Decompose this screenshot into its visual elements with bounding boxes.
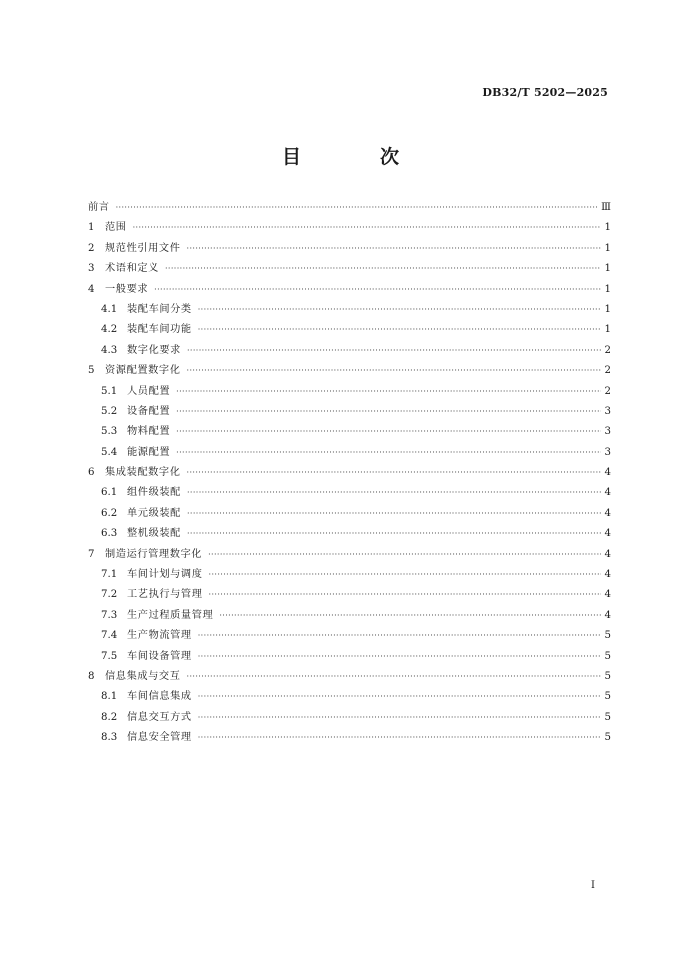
toc-leader-dots [219, 606, 601, 626]
toc-leader-dots [176, 382, 601, 402]
toc-entry-number: 4.3 [101, 344, 118, 356]
toc-leader-dots [187, 504, 601, 524]
toc-entry[interactable] [88, 198, 611, 218]
toc-entry-page: 2 [604, 365, 611, 377]
toc-entry[interactable] [88, 422, 611, 442]
toc-leader-dots [187, 361, 601, 381]
toc-leader-dots [208, 545, 601, 565]
toc-entry-number: 7 [88, 548, 95, 560]
toc-entry-number: 8.1 [101, 691, 118, 703]
toc-entry-title: 集成装配数字化 [105, 467, 181, 479]
toc-leader-dots [187, 667, 601, 687]
toc-entry-number: 1 [88, 222, 95, 234]
toc-entry-title: 整机级装配 [127, 528, 181, 540]
toc-entry-title: 装配车间功能 [127, 324, 192, 336]
toc-entry-number: 6.2 [101, 507, 118, 519]
toc-entry[interactable] [88, 300, 611, 320]
toc-entry-page: 1 [604, 324, 611, 336]
toc-entry-page: 4 [604, 589, 611, 601]
toc-entry-number: 4 [88, 283, 95, 295]
toc-entry-number: 5.4 [101, 446, 118, 458]
toc-entry-page: 1 [604, 242, 611, 254]
toc-leader-dots [187, 463, 601, 483]
toc-entry-title: 设备配置 [127, 405, 171, 417]
toc-entry[interactable] [88, 483, 611, 503]
toc-entry-page: 5 [604, 650, 611, 662]
toc-entry-number: 5.3 [101, 426, 118, 438]
toc-entry-title: 车间信息集成 [127, 691, 192, 703]
toc-entry-number: 7.2 [101, 589, 118, 601]
toc-entry-number: 3 [88, 263, 95, 275]
toc-entry-page: 3 [604, 426, 611, 438]
toc-entry-page: 5 [604, 732, 611, 744]
toc-leader-dots [187, 239, 601, 259]
toc-entry-number: 7.4 [101, 630, 118, 642]
toc-entry-title: 范围 [105, 222, 127, 234]
toc-entry-title: 数字化要求 [127, 344, 181, 356]
toc-entry-page: 2 [604, 385, 611, 397]
toc-entry[interactable] [88, 667, 611, 687]
toc-entry-title: 单元级装配 [127, 507, 181, 519]
toc-entry-number: 5.1 [101, 385, 118, 397]
toc-entry-number: 8.3 [101, 732, 118, 744]
toc-entry[interactable] [88, 463, 611, 483]
toc-entry[interactable] [88, 626, 611, 646]
toc-leader-dots [116, 198, 600, 218]
toc-entry-number: 8 [88, 670, 95, 682]
toc-entry-title: 人员配置 [127, 385, 171, 397]
toc-entry-number: 2 [88, 242, 95, 254]
toc-entry[interactable] [88, 565, 611, 585]
toc-entry[interactable] [88, 402, 611, 422]
toc-entry-page: 1 [604, 283, 611, 295]
toc-entry-number: 5.2 [101, 405, 118, 417]
toc-leader-dots [209, 565, 601, 585]
toc-leader-dots [198, 708, 601, 728]
page-number: I [591, 880, 595, 891]
toc-entry-number: 8.2 [101, 711, 118, 723]
toc-entry-page: 4 [604, 487, 611, 499]
toc-entry-page: 5 [604, 670, 611, 682]
toc-entry-page: 1 [604, 222, 611, 234]
toc-entry-title: 前言 [88, 202, 110, 213]
toc-leader-dots [209, 585, 601, 605]
toc-entry-title: 规范性引用文件 [105, 242, 181, 254]
toc-entry-page: 1 [604, 263, 611, 275]
toc-entry-title: 信息安全管理 [127, 732, 192, 744]
toc-entry-title: 车间计划与调度 [127, 569, 203, 581]
toc-leader-dots [176, 422, 601, 442]
toc-entry-number: 4.1 [101, 303, 118, 315]
toc-leader-dots [198, 728, 601, 748]
toc-entry-title: 生产过程质量管理 [127, 609, 214, 621]
toc-entry-page: 4 [604, 507, 611, 519]
toc-entry[interactable] [88, 239, 611, 259]
toc-entry[interactable] [88, 687, 611, 707]
toc-leader-dots [198, 300, 601, 320]
toc-entry[interactable] [88, 218, 611, 238]
toc-entry-title: 术语和定义 [105, 263, 159, 275]
toc-entry-title: 物料配置 [127, 426, 171, 438]
toc-leader-dots [133, 218, 601, 238]
toc-entry-page: 3 [604, 405, 611, 417]
toc-entry-page: 4 [604, 528, 611, 540]
toc-entry-page: Ⅲ [601, 202, 611, 213]
toc-entry-page: 4 [604, 569, 611, 581]
toc-entry-title: 装配车间分类 [127, 303, 192, 315]
document-code: DB32/T 5202—2025 [482, 86, 608, 99]
toc-entry[interactable] [88, 708, 611, 728]
toc-entry-title: 工艺执行与管理 [127, 589, 203, 601]
toc-entry[interactable] [88, 382, 611, 402]
toc-entry-page: 5 [604, 691, 611, 703]
toc-entry-title: 能源配置 [127, 446, 171, 458]
toc-entry-title: 资源配置数字化 [105, 365, 181, 377]
toc-entry-title: 一般要求 [105, 283, 149, 295]
toc-entry-page: 5 [604, 711, 611, 723]
toc-entry-title: 信息集成与交互 [105, 670, 181, 682]
toc-leader-dots [165, 259, 601, 279]
page-title: 目 次 [281, 146, 429, 168]
toc-leader-dots [187, 483, 601, 503]
toc-entry-number: 5 [88, 365, 95, 377]
toc-entry[interactable] [88, 647, 611, 667]
toc-entry-title: 车间设备管理 [127, 650, 192, 662]
toc-entry-number: 7.1 [101, 569, 118, 581]
toc-leader-dots [187, 341, 601, 361]
toc-entry[interactable] [88, 606, 611, 626]
toc-leader-dots [187, 524, 601, 544]
toc-entry[interactable] [88, 259, 611, 279]
toc-entry-number: 4.2 [101, 324, 118, 336]
toc-entry-page: 1 [604, 303, 611, 315]
toc-entry-page: 4 [604, 467, 611, 479]
toc-entry-number: 7.3 [101, 609, 118, 621]
toc-leader-dots [198, 626, 601, 646]
toc-leader-dots [198, 647, 601, 667]
toc-leader-dots [198, 320, 601, 340]
toc-leader-dots [198, 687, 601, 707]
toc-entry-page: 5 [604, 630, 611, 642]
toc-entry-page: 2 [604, 344, 611, 356]
toc-entry-number: 7.5 [101, 650, 118, 662]
table-of-contents [88, 198, 611, 749]
toc-entry-title: 生产物流管理 [127, 630, 192, 642]
toc-leader-dots [154, 280, 601, 300]
toc-entry-number: 6.3 [101, 528, 118, 540]
toc-entry[interactable] [88, 443, 611, 463]
toc-entry[interactable] [88, 585, 611, 605]
toc-leader-dots [176, 402, 601, 422]
toc-entry[interactable] [88, 280, 611, 300]
toc-entry[interactable] [88, 361, 611, 381]
toc-entry-page: 4 [604, 548, 611, 560]
toc-entry-number: 6.1 [101, 487, 118, 499]
toc-entry[interactable] [88, 341, 611, 361]
toc-entry[interactable] [88, 524, 611, 544]
toc-leader-dots [176, 443, 601, 463]
toc-entry-number: 6 [88, 467, 95, 479]
toc-entry[interactable] [88, 320, 611, 340]
toc-entry[interactable] [88, 545, 611, 565]
toc-entry-page: 3 [604, 446, 611, 458]
toc-entry-title: 组件级装配 [127, 487, 181, 499]
toc-entry[interactable] [88, 728, 611, 748]
toc-entry-title: 信息交互方式 [127, 711, 192, 723]
toc-entry-title: 制造运行管理数字化 [105, 548, 203, 560]
toc-entry[interactable] [88, 504, 611, 524]
toc-entry-page: 4 [604, 609, 611, 621]
